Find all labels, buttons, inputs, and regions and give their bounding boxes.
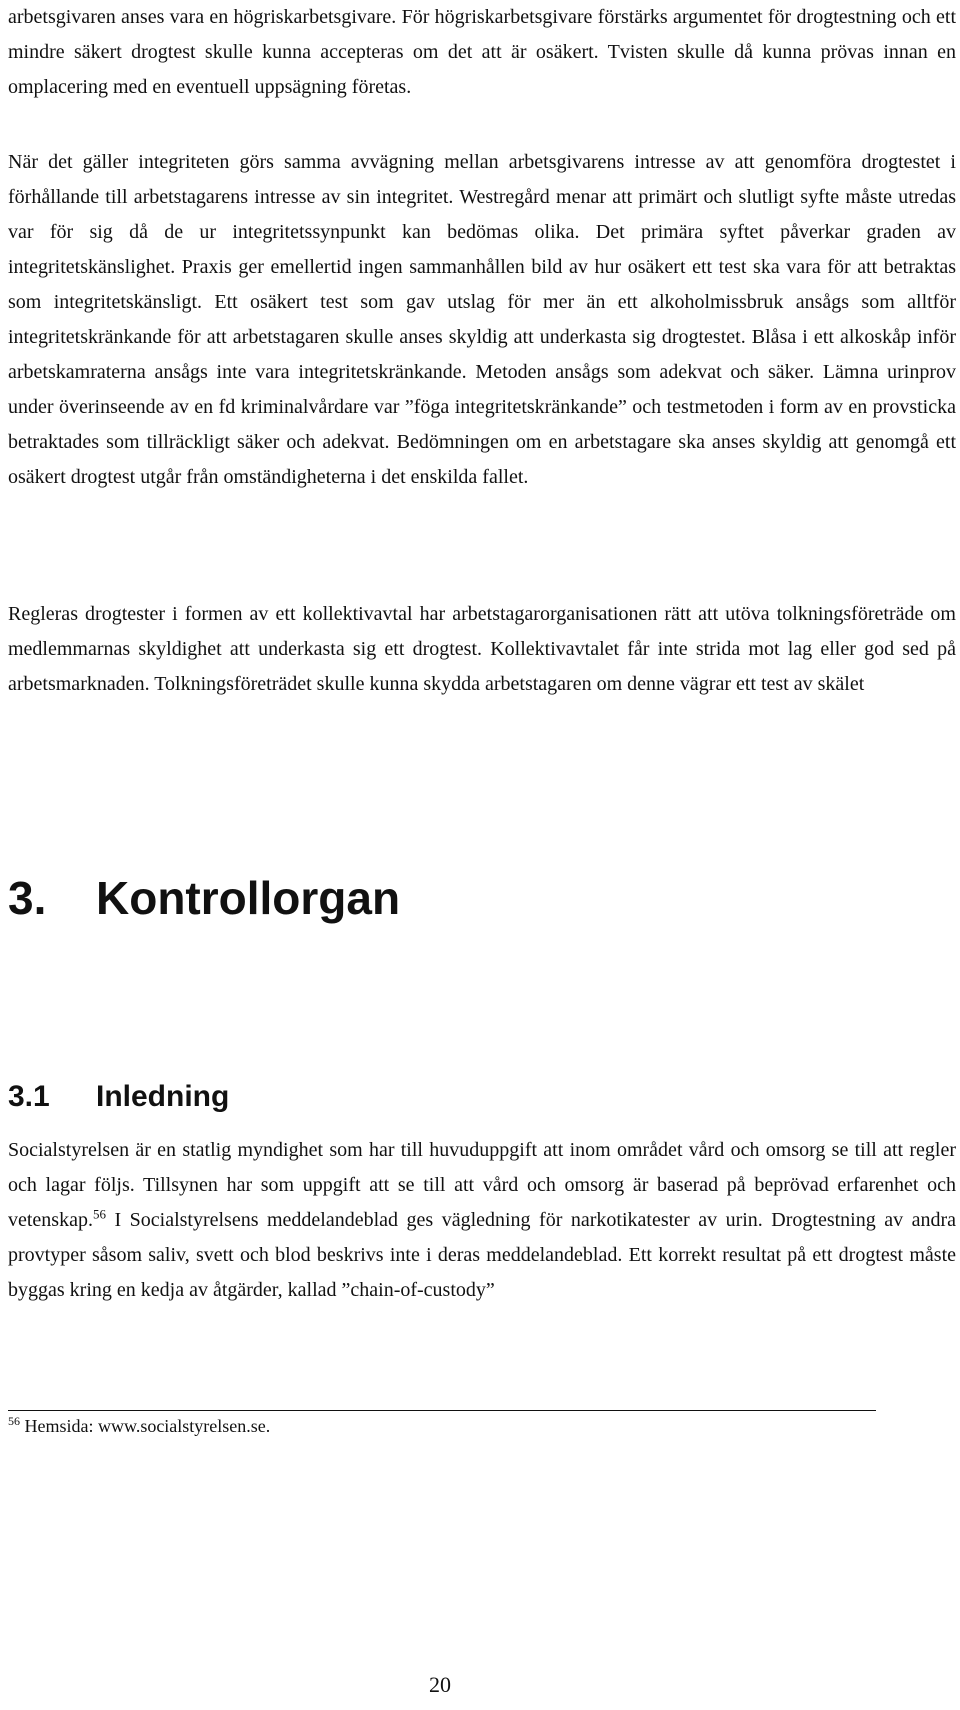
chapter-number: 3. xyxy=(8,872,47,924)
footnote-separator xyxy=(8,1410,876,1411)
paragraph-2: När det gäller integriteten görs samma avvägning mellan arbetsgivarens intresse av att genomföra drogtestet i förhållande till arbetstagarens intresse av sin integritet. Westregård menar att primärt och slutligt syfte måste utredas var för sig då de ur integritetssynpunkt kan bedömas olika. Det primära syftet påverkar graden av integritetskänslighet. Praxis ger emellertid ingen sammanhållen bild av hur osäkert ett test ska vara för att betraktas som integritetskänsligt. Ett osäkert test som gav utslag för mer än ett alkoholmissbruk ansågs som alltför integritetskränkande för att arbetstagaren skulle anses skyldig att underkasta sig drogtestet. Blåsa i ett alkoskåp inför arbetskamraterna ansågs inte vara integritetskränkande. Metoden ansågs som adekvat och säker. Lämna urinprov under överinseende av en fd kriminalvårdare var ”föga integritetskränkande” och testmetoden i form av en provsticka betraktades som tillräckligt säker och adekvat. Bedömningen om en arbetstagare ska anses skyldig att genomgå ett osäkert drogtest utgår från omständigheterna i det enskilda fallet. xyxy=(8,151,956,488)
footnote-text: Hemsida: www.socialstyrelsen.se. xyxy=(24,1416,271,1436)
section-heading xyxy=(8,1075,229,1119)
paragraph-1: arbetsgivaren anses vara en högriskarbetsgivare. För högriskarbetsgivare förstärks argumentet för drogtestning och ett mindre säkert drogtest skulle kunna accepteras om det att är osäkert. Tvisten skulle då kunna prövas innan en omplacering med en eventuell uppsägning företas. xyxy=(8,6,956,98)
chapter-heading xyxy=(8,868,400,928)
footnote-reference: 56 xyxy=(92,1206,106,1222)
section-paragraph-text-1: Socialstyrelsen är en statlig myndighet som har till huvuduppgift att inom området vård och omsorg se till att regler och lagar följs. Tillsynen har som uppgift att se till att vård och omsorg är baserad på beprövad erfarenhet och vetenskap. xyxy=(8,1139,956,1231)
section-paragraph-text-2: I Socialstyrelsens meddelandeblad ges vägledning för narkotikatester av urin. Drogtestning av andra provtyper såsom saliv, svett och blod beskrivs inte i deras meddelandeblad. Ett korrekt resultat på ett drogtest måste byggas kring en kedja av åtgärder, kallad ”chain-of-custody” xyxy=(8,1209,956,1301)
section-number: 3.1 xyxy=(8,1080,50,1113)
section-paragraph xyxy=(8,1133,956,1308)
paragraph-3: Regleras drogtester i formen av ett kollektivavtal har arbetstagarorganisationen rätt att utöva tolkningsföreträde om medlemmarnas skyldighet att underkasta sig ett drogtest. Kollektivavtalet får inte strida mot lag eller god sed på arbetsmarknaden. Tolkningsföreträdet skulle kunna skydda arbetstagaren om denne vägrar ett test av skälet xyxy=(8,603,956,695)
footnote-number: 56 xyxy=(8,1414,20,1428)
page-number: 20 xyxy=(429,1672,451,1697)
section-title: Inledning xyxy=(96,1080,230,1113)
footnote xyxy=(8,1412,270,1440)
chapter-title: Kontrollorgan xyxy=(96,872,401,924)
